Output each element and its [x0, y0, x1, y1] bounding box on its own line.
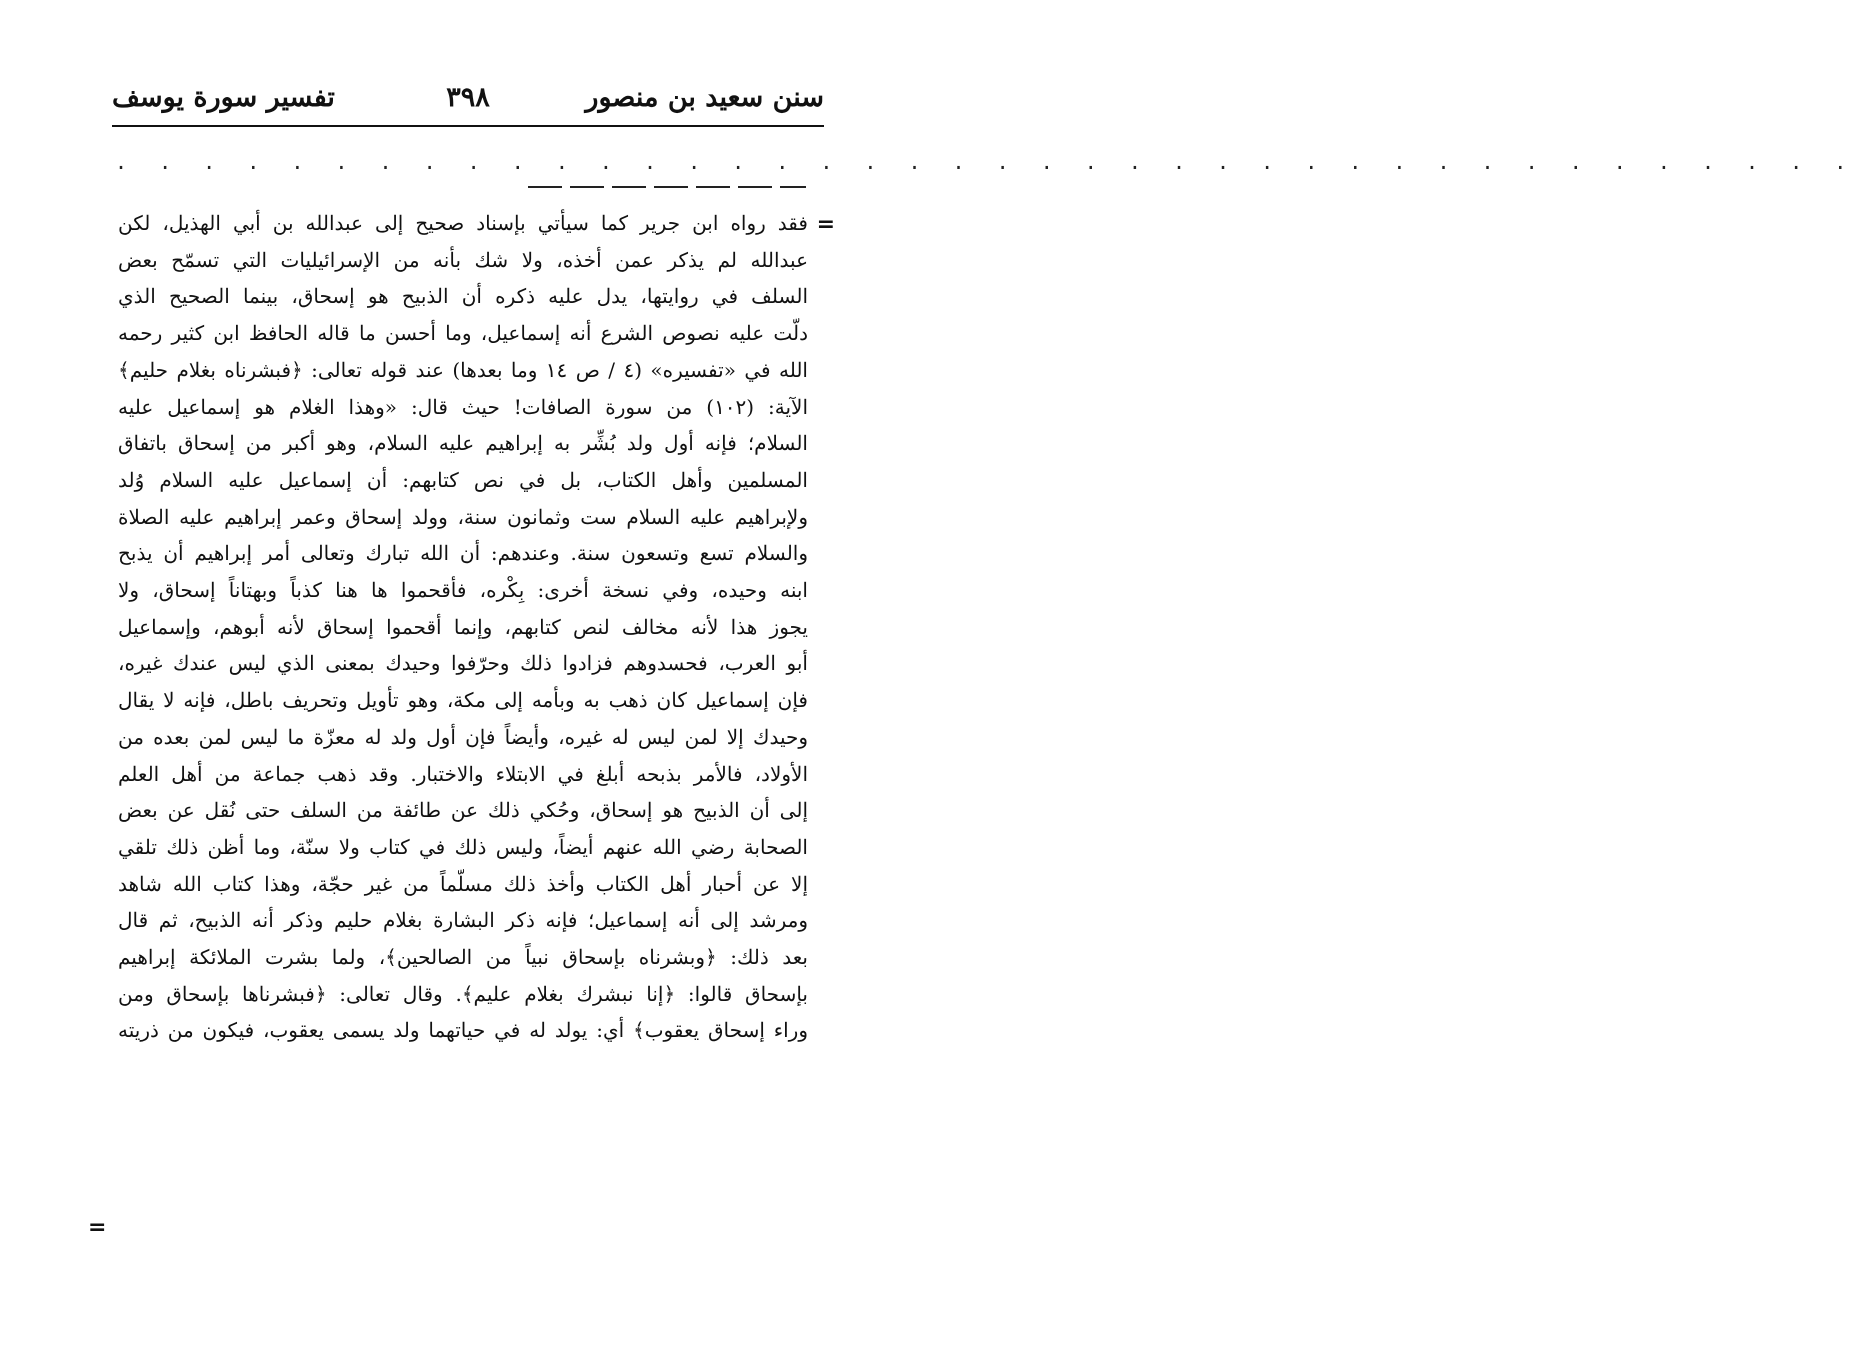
text-line: بعد ذلك: ﴿وبشرناه بإسحاق نبياً من الصالحين﴾، ولما بشرت الملائكة إبراهيم [118, 945, 808, 970]
text-line: والسلام تسع وتسعون سنة. وعندهم: أن الله تبارك وتعالى أمر إبراهيم أن يذبح [118, 541, 808, 566]
text-line: فقد رواه ابن جرير كما سيأتي بإسناد صحيح إلى عبدالله بن أبي الهذيل، لكن [118, 211, 808, 235]
text-line: يجوز هذا لأنه مخالف لنص كتابهم، وإنما أقحموا إسحاق لأنه أبوهم، وإسماعيل [118, 614, 808, 639]
page-number: ٣٩٨ [446, 82, 490, 113]
text-line: إلى أن الذبيح هو إسحاق، وحُكي ذلك عن طائفة من السلف حتى نُقل عن بعض [118, 798, 808, 823]
page-header [112, 82, 824, 122]
text-line: الأولاد، فالأمر بذبحه أبلغ في الابتلاء والاختبار. وقد ذهب جماعة من أهل العلم [118, 761, 808, 786]
text-line: ابنه وحيده، وفي نسخة أخرى: بِكْره، فأقحموا ها هنا كذباً وبهتاناً إسحاق، ولا [118, 578, 808, 603]
text-line: الصحابة رضي الله عنهم أيضاً، وليس ذلك في كتاب ولا سنّة، وما أظن ذلك تلقي [118, 834, 808, 859]
header-rule [112, 125, 824, 127]
text-line: عبدالله لم يذكر عمن أخذه، ولا شك بأنه من الإسرائيليات التي تسمّح بعض [118, 247, 808, 272]
text-line: وراء إسحاق يعقوب﴾ أي: يولد له في حياتهما ولد يسمى يعقوب، فيكون من ذريته [118, 1018, 808, 1043]
book-title: سنن سعيد بن منصور [585, 82, 824, 113]
text-line: وحيدك إلا لمن ليس له غيره، وأيضاً فإن أول ولد له معزّة ما ليس لمن بعده من [118, 724, 808, 749]
continuation-mark-bottom: = [88, 1215, 107, 1240]
dashed-rule [528, 186, 806, 188]
text-line: بإسحاق قالوا: ﴿إنا نبشرك بغلام عليم﴾. وقال تعالى: ﴿فبشرناها بإسحاق ومن [118, 981, 808, 1006]
text-line: أبو العرب، فحسدوهم فزادوا ذلك وحرّفوا وحيدك بمعنى الذي ليس عندك غيره، [118, 651, 808, 676]
text-line: إلا عن أحبار أهل الكتاب وأخذ ذلك مسلّماً من غير حجّة، وهذا كتاب الله شاهد [118, 871, 808, 896]
text-line: ولإبراهيم عليه السلام ست وثمانون سنة، وولد إسحاق وعمر إبراهيم عليه الصلاة [118, 504, 808, 529]
text-line: الآية: (١٠٢) من سورة الصافات! حيث قال: «وهذا الغلام هو إسماعيل عليه [118, 394, 809, 419]
text-line: فإن إسماعيل كان ذهب به وبأمه إلى مكة، وهو تأويل وتحريف باطل، فإنه لا يقال [118, 688, 808, 713]
text-line: الله في «تفسيره» (٤ / ص ١٤ وما بعدها) عند قوله تعالى: ﴿فبشرناه بغلام حليم﴾ [118, 357, 808, 382]
section-title: تفسير سورة يوسف [112, 82, 335, 113]
continuation-mark-top: = [816, 212, 835, 237]
dotted-separator: . . . . . . . . . . . . . . . . . . . . . . . . . . . . . . . . . . . . . . . . [115, 150, 1856, 174]
text-line: المسلمين وأهل الكتاب، بل في نص كتابهم: أن إسماعيل عليه السلام وُلد [118, 467, 808, 492]
text-line: ومرشد إلى أنه إسماعيل؛ فإنه ذكر البشارة بغلام حليم وذكر أنه الذبيح، ثم قال [118, 908, 808, 933]
footnote-body [118, 205, 808, 1049]
text-line: السلام؛ فإنه أول ولد بُشِّر به إبراهيم عليه السلام، وهو أكبر من إسحاق باتفاق [118, 431, 808, 456]
text-line: السلف في روايتها، يدل عليه ذكره أن الذبيح هو إسحاق، بينما الصحيح الذي [118, 284, 808, 309]
text-line: دلّت عليه نصوص الشرع أنه إسماعيل، وما أحسن ما قاله الحافظ ابن كثير رحمه [118, 321, 808, 346]
